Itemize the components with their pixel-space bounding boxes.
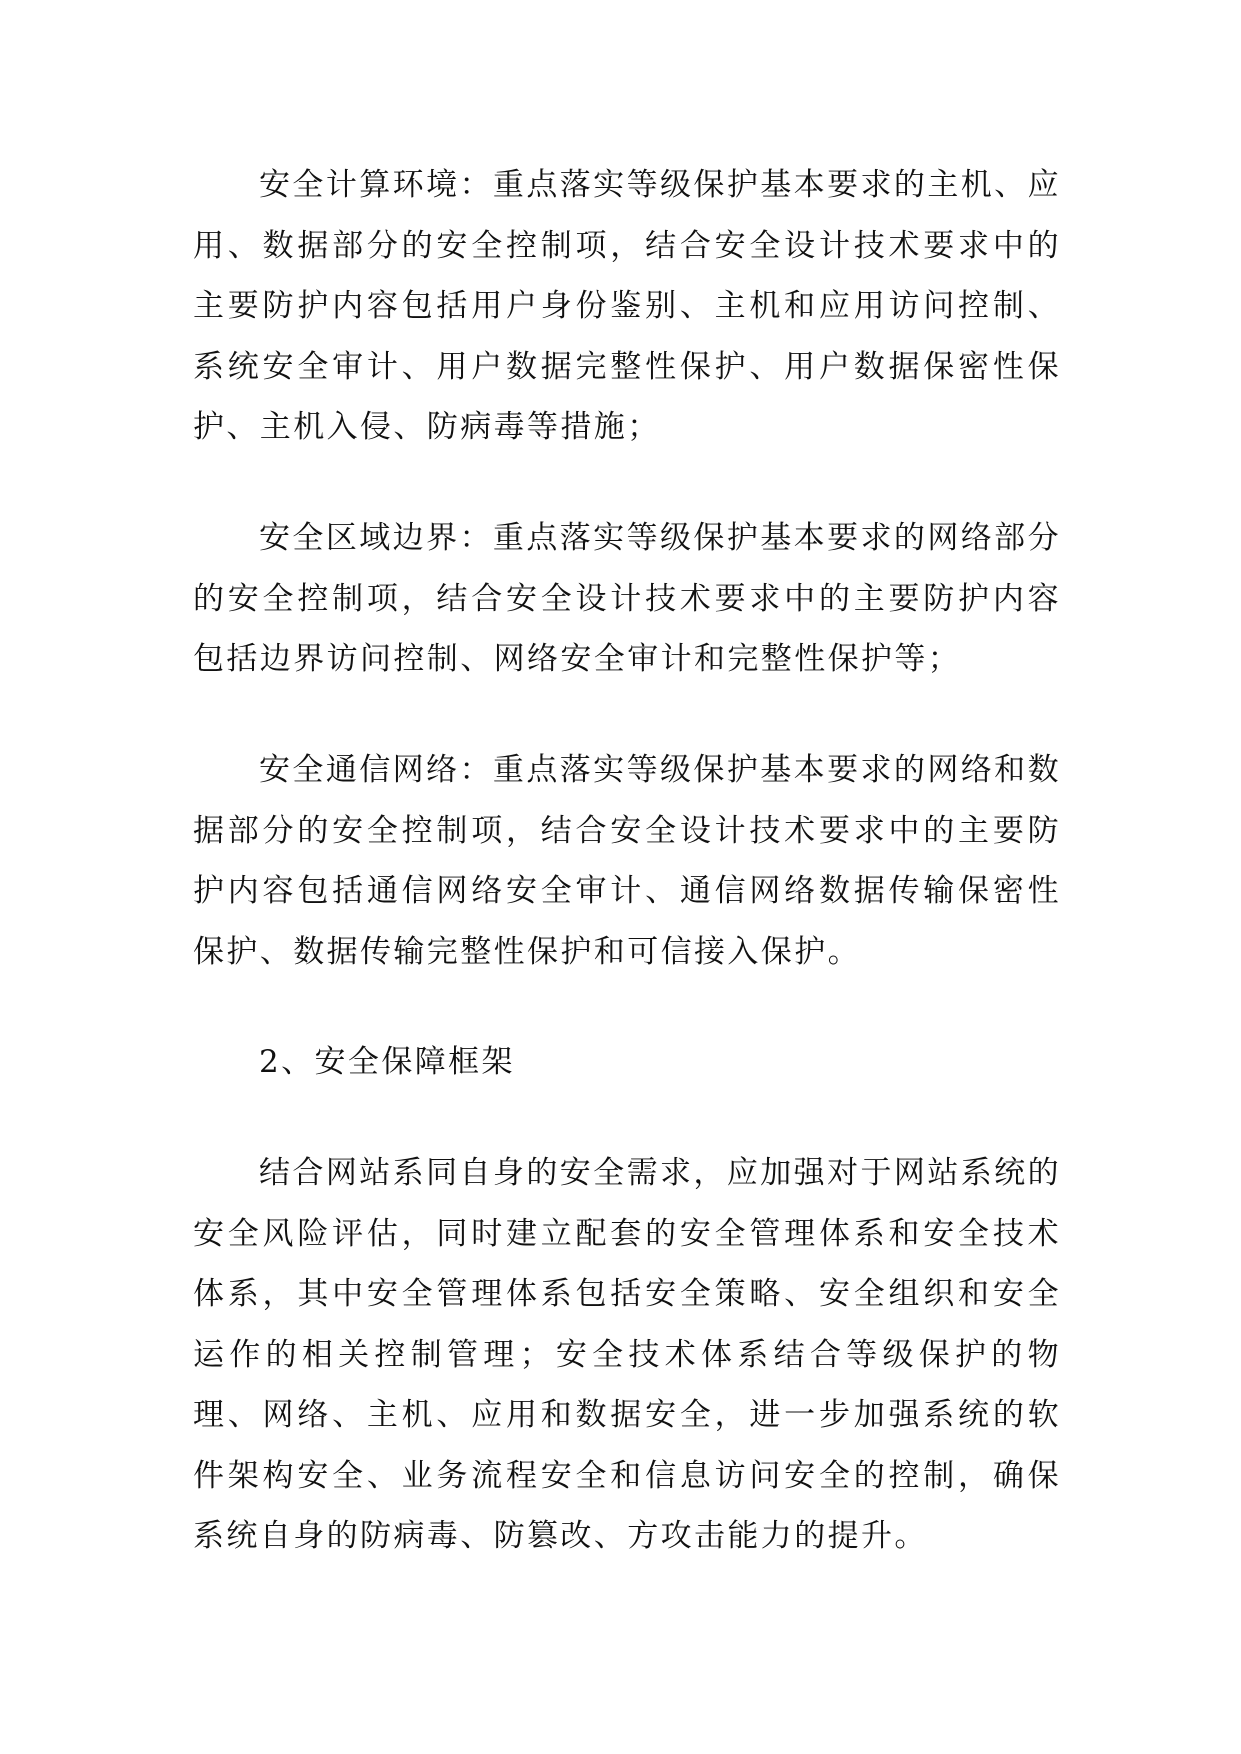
paragraph-secure-communication-network: 安全通信网络：重点落实等级保护基本要求的网络和数据部分的安全控制项，结合安全设计技术要求中的主要防护内容包括通信网络安全审计、通信网络数据传输保密性保护、数据传输完整性保护和可信接入保护。 — [193, 752, 1061, 970]
section-heading-security-framework: 2、安全保障框架 — [259, 1044, 515, 1080]
paragraph-security-framework-body: 结合网站系同自身的安全需求，应加强对于网站系统的安全风险评估，同时建立配套的安全管理体系和安全技术体系，其中安全管理体系包括安全策略、安全组织和安全运作的相关控制管理；安全技术体系结合等级保护的物理、网络、主机、应用和数据安全，进一步加强系统的软件架构安全、业务流程安全和信息访问安全的控制，确保系统自身的防病毒、防篡改、方攻击能力的提升。 — [193, 1155, 1061, 1554]
paragraph-secure-area-boundary: 安全区域边界：重点落实等级保护基本要求的网络部分的安全控制项，结合安全设计技术要求中的主要防护内容包括边界访问控制、网络安全审计和完整性保护等； — [193, 520, 1061, 677]
paragraph-secure-computing-environment: 安全计算环境：重点落实等级保护基本要求的主机、应用、数据部分的安全控制项，结合安全设计技术要求中的主要防护内容包括用户身份鉴别、主机和应用访问控制、系统安全审计、用户数据完整性保护、用户数据保密性保护、主机入侵、防病毒等措施； — [193, 167, 1061, 445]
